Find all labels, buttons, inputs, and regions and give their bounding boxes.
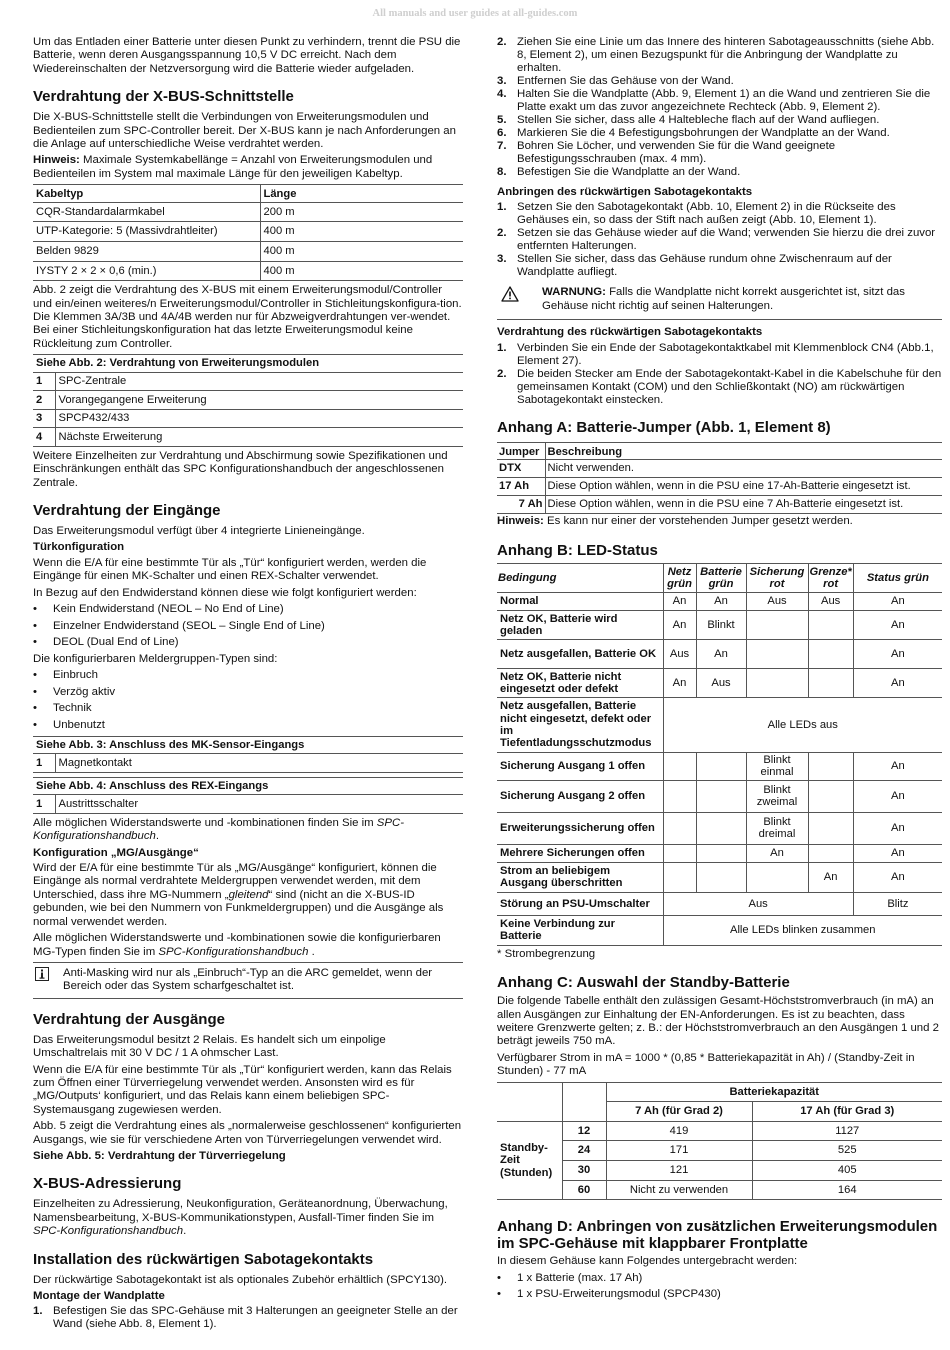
table-row [33, 242, 463, 262]
current-cell: 164 [752, 1180, 942, 1200]
current-cell: 405 [752, 1161, 942, 1181]
led-cell: An [696, 640, 746, 669]
table-row [33, 261, 463, 281]
led-cell: Blinkt zweimal [746, 780, 808, 812]
row-label: Austrittsschalter [55, 795, 463, 814]
table-row [497, 1121, 942, 1141]
led-footnote: * Strombegrenzung [497, 947, 596, 960]
led-cell [696, 753, 746, 781]
text: , können die Eingänge als normal verdrahtete Meldergruppen verwendet werden, mit dem Unterschied, dass ihre MG-Nummern „ [33, 862, 437, 901]
led-cell [746, 669, 808, 698]
led-cell: Blitz [853, 892, 942, 915]
led-cell [746, 611, 808, 640]
step-text: Bohren Sie Löcher, und verwenden Sie für die Wand geeignete Befestigungsschrauben (max. 4 mm). [517, 140, 836, 165]
description-cell: Nicht verwenden. [545, 460, 942, 478]
empty-cell [497, 1082, 562, 1121]
hint-text: Es kann nur einer der vorstehenden Jumper gesetzt werden. [543, 515, 853, 528]
row-label: SPCP432/433 [55, 409, 463, 428]
list-item [497, 368, 942, 407]
addressing-paragraph [33, 1198, 463, 1238]
led-header: Bedingung [497, 563, 663, 592]
abb5-paragraph: Abb. 5 zeigt die Verdrahtung eines als „normalerweise geschlossenen“ konfigurierten Ausgangs, wie sie für verschiedene Arten von Türverriegelungen verwendet wird. [33, 1120, 462, 1146]
condition-cell: Sicherung Ausgang 1 offen [497, 753, 663, 781]
xbus-wiring-heading: Verdrahtung der X-BUS-Schnittstelle [33, 88, 294, 106]
led-cell [663, 812, 696, 844]
empty-cell [562, 1082, 606, 1102]
table-row [33, 428, 463, 447]
list-item: • DEOL (Dual End of Line) [33, 636, 463, 650]
led-cell: An [808, 862, 853, 892]
table-row [497, 812, 942, 844]
hint-label: Hinweis: [497, 515, 544, 528]
annex-c-heading: Anhang C: Auswahl der Standby-Batterie [497, 974, 790, 992]
cable-length: 200 m [260, 202, 463, 222]
table-row [497, 1180, 942, 1200]
capacity-column: 17 Ah (für Grad 3) [752, 1102, 942, 1122]
led-cell [663, 862, 696, 892]
cable-length: 400 m [260, 242, 463, 262]
led-cell [663, 844, 696, 862]
tamper-paragraph: Der rückwärtige Sabotagekontakt ist als optionales Zubehör erhältlich (SPCY130). [33, 1273, 448, 1286]
standby-label: Standby-Zeit (Stunden) [497, 1121, 562, 1199]
eol-intro: In Bezug auf den Endwiderstand können diese wie folgt konfiguriert werden: [33, 586, 417, 599]
text: . [308, 945, 315, 958]
led-cell: An [853, 640, 942, 669]
led-cell [808, 611, 853, 640]
battery-intro: Um das Entladen einer Batterie unter diesen Punkt zu verhindern, trennt die PSU die Batterie, wenn deren Ausgangsspannung 10,5 V DC erreicht. Nach dem Wiedereinschalten der Netzversorgung wird die Batterie wieder aufgeladen. [33, 36, 461, 75]
text: . [183, 1225, 187, 1238]
warning-text [542, 286, 942, 313]
list-item [497, 114, 942, 127]
list-item: • Einzelner Endwiderstand (SEOL – Single End of Line) [33, 620, 463, 634]
list-item: • Einbruch [33, 669, 463, 683]
abb2-paragraph: Abb. 2 zeigt die Verdrahtung des X-BUS mit einem Erweiterungsmodul/Controller und ein/einen weiteres/n Erweiterungsmodul/Controller in Stichleitungskonfigura-tion. Die Klemmen 3A/3B und 4A/4B werden nur für Abzweigverdrahtungen ver-wendet. Bei einer Stichleitungskonfiguration hat das letzte Erweiterungsmodul keine Rückleitung zum Controller. [33, 284, 462, 350]
led-cell: An [853, 753, 942, 781]
text: Alle möglichen Widerstandswerte und -kombinationen sowie die konfigurierbaren MG-Typen finden Sie im [33, 932, 441, 958]
step-number: 1. [33, 1305, 43, 1318]
jumper-cell: DTX [497, 460, 545, 478]
list-item [497, 253, 942, 279]
table-row [497, 593, 942, 611]
xbus-more-paragraph: Weitere Einzelheiten zur Verdrahtung und Abschirmung sowie Spezifikationen und Einschränkungen enthält das SPC Konfigurationshandbuch der angeschlossenen Zentrale. [33, 449, 448, 489]
step-number: 1. [497, 341, 507, 354]
step-number: 4. [497, 88, 507, 100]
table-row [497, 892, 942, 915]
current-cell: 1127 [752, 1121, 942, 1141]
row-label: Vorangegangene Erweiterung [55, 391, 463, 410]
row-label: SPC-Zentrale [55, 372, 463, 391]
watermark: All manuals and user guides at all-guides.com [372, 8, 578, 19]
list-item [497, 227, 942, 253]
text: Falls die Wandplatte nicht korrekt ausgerichtet ist, sitzt das Gehäuse nicht richtig auf seinen Halterungen. [542, 286, 905, 312]
led-cell: Aus [808, 593, 853, 611]
door-config-heading: Türkonfiguration [33, 541, 125, 554]
led-cell: An [853, 812, 942, 844]
annex-c-formula: Verfügbarer Strom in mA = 1000 * (0,85 * Batteriekapazität in Ah) / (Standby-Zeit in Stunden) - 77 mA [497, 1051, 915, 1078]
step-text: Stellen Sie sicher, dass das Gehäuse rundum ohne Zwischenraum auf der Wandplatte aufliegt. [517, 253, 892, 279]
list-item [497, 88, 942, 114]
addressing-heading: X-BUS-Adressierung [33, 1175, 182, 1193]
jumper-cell: 7 Ah [497, 496, 545, 514]
annex-b-heading: Anhang B: LED-Status [497, 541, 658, 559]
rear-wiring-heading: Verdrahtung des rückwärtigen Sabotagekontakts [497, 326, 763, 339]
led-cell: An [663, 611, 696, 640]
step-text: Verbinden Sie ein Ende der Sabotagekontaktkabel mit Klemmenblock CN4 (Abb.1, Element 27). [517, 341, 934, 367]
step-number: 6. [497, 127, 507, 139]
list-item [497, 140, 942, 166]
abb2-table [33, 354, 463, 447]
condition-cell: Mehrere Sicherungen offen [497, 844, 663, 862]
led-cell [808, 753, 853, 781]
xbus-hint [33, 154, 463, 181]
mount-heading: Montage der Wandplatte [33, 1290, 165, 1302]
led-cell: An [663, 669, 696, 698]
jumper-header: Jumper [497, 442, 545, 460]
text-emphasis: Tür als „Tür“ konfiguriert werden [201, 1063, 365, 1076]
list-item: • 1 x PSU-Erweiterungsmodul (SPCP430) [497, 1288, 942, 1302]
list-item: • 1 x Batterie (max. 17 Ah) [497, 1272, 942, 1286]
step-text: Befestigen Sie das SPC-Gehäuse mit 3 Halterungen an geeigneter Stelle an der Wand (siehe Abb. 8, Element 1). [53, 1305, 458, 1331]
table-row [33, 391, 463, 410]
row-label: Magnetkontakt [55, 754, 463, 773]
led-cell [808, 812, 853, 844]
list-item [497, 75, 942, 88]
led-cell: An [853, 611, 942, 640]
list-item [497, 127, 942, 140]
step-text: Befestigen Sie die Wandplatte an der Wand. [517, 166, 741, 178]
led-cell [696, 844, 746, 862]
text: Wenn die E/A für eine bestimmte [33, 1063, 202, 1076]
condition-cell: Netz ausgefallen, Batterie OK [497, 640, 663, 669]
led-cell: An [746, 844, 808, 862]
abb5-heading [33, 1150, 463, 1163]
step-text: Stellen Sie sicher, dass alle 4 Haltebleche flach auf der Wand aufliegen. [517, 114, 880, 126]
hours-cell: 12 [562, 1121, 606, 1141]
annex-a-heading: Anhang A: Batterie-Jumper (Abb. 1, Element 8) [497, 418, 831, 436]
hint-label: Hinweis: [33, 154, 80, 167]
table-row [497, 862, 942, 892]
list-item [497, 36, 942, 75]
cable-type: Belden 9829 [33, 242, 260, 262]
outputs-paragraph: Das Erweiterungsmodul besitzt 2 Relais. Es handelt sich um einpolige Umschaltrelais mit 30 V DC / 1 A ohmscher Last. [33, 1033, 386, 1060]
table-row [497, 753, 942, 781]
text: Einzelheiten zu Adressierung, Neukonfiguration, Geräteanordnung, Überwachung, Namensbearbeitung, X-BUS-Kommunikationstypen, Ausfall-Timer finden Sie im [33, 1198, 448, 1224]
led-header: Status grün [853, 563, 942, 592]
table-row [497, 496, 942, 514]
list-item [497, 201, 942, 227]
led-cell: An [696, 593, 746, 611]
abb4-table [33, 777, 463, 814]
step-text: Entfernen Sie das Gehäuse von der Wand. [517, 75, 734, 87]
table-row [497, 1161, 942, 1181]
led-cell: An [853, 669, 942, 698]
right-column [497, 36, 942, 1305]
led-cell [696, 780, 746, 812]
led-cell [663, 753, 696, 781]
led-cell: An [663, 593, 696, 611]
table-row [497, 780, 942, 812]
abb2-heading: Siehe Abb. 2: Verdrahtung von Erweiterungsmodulen [33, 355, 463, 373]
condition-cell: Netz OK, Batterie wird geladen [497, 611, 663, 640]
condition-cell: Keine Verbindung zur Batterie [497, 915, 663, 945]
step-number: 8. [497, 166, 507, 178]
led-cell [808, 844, 853, 862]
hours-cell: 60 [562, 1180, 606, 1200]
led-cell [808, 640, 853, 669]
led-cell: Blinkt [696, 611, 746, 640]
capacity-header: Batteriekapazität [606, 1082, 942, 1102]
led-header: Grenze* rot [808, 563, 853, 592]
list-item [497, 166, 942, 179]
led-cell [746, 640, 808, 669]
warning-note [497, 282, 942, 320]
table-row [33, 222, 463, 242]
text: . [155, 830, 160, 843]
led-cell-merged: Alle LEDs blinken zusammen [663, 915, 942, 945]
led-cell [696, 862, 746, 892]
manual-reference: SPC-Konfigurationshandbuch [33, 1225, 184, 1238]
led-cell [808, 669, 853, 698]
step-text: Setzen sie das Gehäuse wieder auf die Wand; verwenden Sie hierzu die drei zuvor entfernten Halterungen. [517, 227, 936, 253]
manual-reference: SPC-Konfigurationshandbuch [33, 816, 405, 843]
jumper-hint [497, 515, 942, 528]
led-cell: Blinkt dreimal [746, 812, 808, 844]
step-text: Setzen Sie den Sabotagekontakt (Abb. 10, Element 2) in die Rückseite des Gehäuses ein, so dass der Stift nach außen zeigt (Abb. 10, Element 1). [517, 201, 896, 227]
table-row [33, 754, 463, 773]
row-number: 1 [33, 795, 55, 814]
led-cell [808, 780, 853, 812]
led-cell-merged: Aus [663, 892, 853, 915]
led-cell [746, 862, 808, 892]
condition-cell: Netz ausgefallen, Batterie nicht eingesetzt, defekt oder im Tiefentladungsschutzmodus [497, 698, 663, 753]
mg-paragraph [33, 862, 463, 929]
step-number: 7. [497, 140, 507, 152]
condition-cell: Erweiterungssicherung offen [497, 812, 663, 844]
step-number: 5. [497, 114, 507, 126]
empty-cell [562, 1102, 606, 1122]
abb5-title: Siehe Abb. 5: Verdrahtung der Türverriegelung [33, 1149, 286, 1162]
step-number: 1. [497, 201, 507, 214]
outputs-door-paragraph [33, 1064, 463, 1118]
led-cell [663, 780, 696, 812]
current-cell: Nicht zu verwenden [606, 1180, 752, 1200]
list-item [33, 1305, 463, 1331]
table-row [497, 698, 942, 753]
row-number: 3 [33, 409, 55, 428]
table-row [33, 372, 463, 391]
step-number: 2. [497, 367, 507, 380]
text-italic: gleitend [228, 888, 269, 901]
led-header: Netz grün [663, 563, 696, 592]
led-header: Sicherung rot [746, 563, 808, 592]
door-paragraph [33, 557, 463, 584]
capacity-column: 7 Ah (für Grad 2) [606, 1102, 752, 1122]
abb3-heading: Siehe Abb. 3: Anschluss des MK-Sensor-Eingangs [33, 736, 463, 754]
warning-label: WARNUNG: [542, 286, 606, 299]
led-cell: Aus [663, 640, 696, 669]
condition-cell: Sicherung Ausgang 2 offen [497, 780, 663, 812]
note-text: Anti-Masking wird nur als „Einbruch“-Typ an die ARC gemeldet, wenn der Bereich oder das System scharfgeschaltet ist. [63, 966, 433, 993]
led-cell: Aus [696, 669, 746, 698]
info-note [33, 962, 463, 999]
hours-cell: 24 [562, 1141, 606, 1161]
description-cell: Diese Option wählen, wenn in die PSU eine 17-Ah-Batterie eingesetzt ist. [545, 478, 942, 496]
led-cell: An [853, 862, 942, 892]
step-number: 2. [497, 227, 507, 240]
text: Wenn die E/A für eine bestimmte [33, 556, 202, 569]
step-text: Markieren Sie die 4 Befestigungsbohrungen der Wandplatte an der Wand. [517, 127, 890, 139]
table-row [497, 844, 942, 862]
cable-type: CQR-Standardalarmkabel [33, 202, 260, 222]
cable-type: IYSTY 2 × 2 × 0,6 (min.) [33, 261, 260, 281]
text-emphasis: Tür als „MG/Ausgänge“ konfiguriert [196, 862, 375, 875]
table-row [497, 478, 942, 496]
table-row [497, 1141, 942, 1161]
resistance-types-paragraph [33, 932, 463, 959]
warning-icon [497, 286, 542, 306]
table-row [33, 202, 463, 222]
led-cell: Aus [746, 593, 808, 611]
inputs-heading: Verdrahtung der Eingänge [33, 502, 221, 520]
row-number: 2 [33, 391, 55, 410]
resistance-paragraph [33, 817, 463, 844]
led-cell [696, 812, 746, 844]
text: Wird der E/A für eine bestimmte [33, 862, 197, 875]
annex-d-heading: Anhang D: Anbringen von zusätzlichen Erweiterungsmodulen im SPC-Gehäuse mit klappbarer Frontplatte [497, 1218, 938, 1253]
condition-cell: Strom an beliebigem Ausgang überschritten [497, 862, 663, 892]
step-text: Halten Sie die Wandplatte (Abb. 9, Element 1) an die Wand und zentrieren Sie die Platte exakt um das zuvor angezeichnete Rechteck (Abb. 9, Element 2). [517, 88, 931, 113]
current-cell: 525 [752, 1141, 942, 1161]
abb4-heading: Siehe Abb. 4: Anschluss des REX-Eingangs [33, 777, 463, 795]
rear-tamper-heading: Anbringen des rückwärtigen Sabotagekontakts [497, 186, 753, 198]
condition-cell: Störung an PSU-Umschalter [497, 892, 663, 915]
xbus-paragraph: Die X-BUS-Schnittstelle stellt die Verbindungen von Erweiterungsmodulen und Bedienteilen zum SPC-Controller bereit. Der X-BUS kann je nach Anforderungen an die Anlage auf unterschiedliche Weise verdrahtet werden. [33, 111, 456, 151]
current-cell: 121 [606, 1161, 752, 1181]
hours-cell: 30 [562, 1161, 606, 1181]
step-number: 3. [497, 75, 507, 87]
jumper-table [497, 442, 942, 515]
step-number: 2. [497, 36, 507, 48]
abb3-table [33, 736, 463, 773]
row-number: 1 [33, 372, 55, 391]
table-row [497, 669, 942, 698]
text: , werden die Eingänge für einen MK-Schalter und einen REX-Schalter verwendet. [33, 556, 427, 583]
table-row [33, 795, 463, 814]
cable-type: UTP-Kategorie: 5 (Massivdrahtleiter) [33, 222, 260, 242]
left-column [33, 36, 463, 1331]
condition-cell: Netz OK, Batterie nicht eingesetzt oder defekt [497, 669, 663, 698]
description-header: Beschreibung [545, 442, 942, 460]
step-text: Die beiden Stecker am Ende der Sabotagekontakt-Kabel in die Kabelschuhe für den gemeinsamen Kontakt (COM) und den Schließkontakt (NO) am rückwärtigen Sabotagekontakt einstecken. [517, 367, 942, 406]
annex-d-paragraph: In diesem Gehäuse kann Folgendes untergebracht werden: [497, 1255, 798, 1268]
cable-table [33, 184, 463, 281]
row-number: 4 [33, 428, 55, 447]
list-item: • Unbenutzt [33, 719, 463, 733]
led-cell: An [853, 844, 942, 862]
condition-cell: Normal [497, 593, 663, 611]
current-cell: 171 [606, 1141, 752, 1161]
list-item: • Verzög aktiv [33, 686, 463, 700]
cable-header-type: Kabeltyp [33, 185, 260, 203]
table-row [33, 409, 463, 428]
table-row [497, 611, 942, 640]
description-cell: Diese Option wählen, wenn in die PSU eine 7 Ah-Batterie eingesetzt ist. [545, 496, 942, 514]
standby-table [497, 1082, 942, 1201]
table-row [497, 640, 942, 669]
led-cell-merged: Alle LEDs aus [663, 698, 942, 753]
list-item: • Kein Endwiderstand (NEOL – No End of Line) [33, 603, 463, 617]
tamper-heading: Installation des rückwärtigen Sabotagekontakts [33, 1250, 374, 1268]
table-row [497, 915, 942, 945]
list-item [497, 342, 942, 368]
jumper-cell: 17 Ah [497, 478, 545, 496]
current-cell: 419 [606, 1121, 752, 1141]
zone-intro: Die konfigurierbaren Meldergruppen-Typen sind: [33, 652, 278, 665]
mg-config-heading: Konfiguration „MG/Ausgänge“ [33, 846, 199, 859]
manual-reference: SPC-Konfigurationshandbuch [158, 945, 309, 958]
step-text: Ziehen Sie eine Linie um das Innere des hinteren Sabotageausschnitts (siehe Abb. 8, Element 2), um einen Bezugspunkt für die Anbringung der Wandplatte zu erhalten. [517, 36, 935, 74]
text: “ sind (nicht an die X-BUS-ID gebunden, wie bei den Nummern von Funkmeldergruppen) und die Ausgänge als normal verwendet werden. [33, 888, 444, 928]
step-number: 3. [497, 253, 507, 266]
text: Alle möglichen Widerstandswerte und -kombinationen finden Sie im [33, 816, 377, 829]
led-header: Batterie grün [696, 563, 746, 592]
led-cell: An [853, 780, 942, 812]
cable-length: 400 m [260, 261, 463, 281]
hint-text: Maximale Systemkabellänge = Anzahl von Erweiterungsmodulen und Bedienteilen im System mal maximale Länge für den jeweiligen Kabeltyp. [33, 154, 433, 180]
row-number: 1 [33, 754, 55, 773]
info-icon [33, 967, 63, 985]
list-item: • Technik [33, 702, 463, 716]
text-emphasis: Tür als „Tür“ konfiguriert werden [201, 556, 365, 569]
outputs-heading: Verdrahtung der Ausgänge [33, 1010, 225, 1028]
led-cell: Blinkt einmal [746, 753, 808, 781]
led-cell: An [853, 593, 942, 611]
inputs-paragraph: Das Erweiterungsmodul verfügt über 4 integrierte Linieneingänge. [33, 525, 365, 538]
led-status-table [497, 563, 942, 946]
cable-header-length: Länge [260, 185, 463, 203]
table-row [497, 460, 942, 478]
text: , kann das Relais zum Öffnen einer Türverriegelung verwendet werden. Ansonsten wird es für „MG/Outputs‘ konfiguriert, und das Relais kann einem beliebigen SPC-Systemausgang zugewiesen werden. [33, 1063, 452, 1116]
row-label: Nächste Erweiterung [55, 428, 463, 447]
annex-c-paragraph: Die folgende Tabelle enthält den zulässigen Gesamt-Höchststromverbrauch (in mA) an allen Ausgängen zur Einhaltung der EN-Anforderungen. Es ist zu beachten, dass weitere Grenzwerte gelten; z. B.: der Höchststromverbrauch an den Ausgängen 1 und 2 beträgt jeweils 750 mA. [497, 995, 939, 1048]
cable-length: 400 m [260, 222, 463, 242]
